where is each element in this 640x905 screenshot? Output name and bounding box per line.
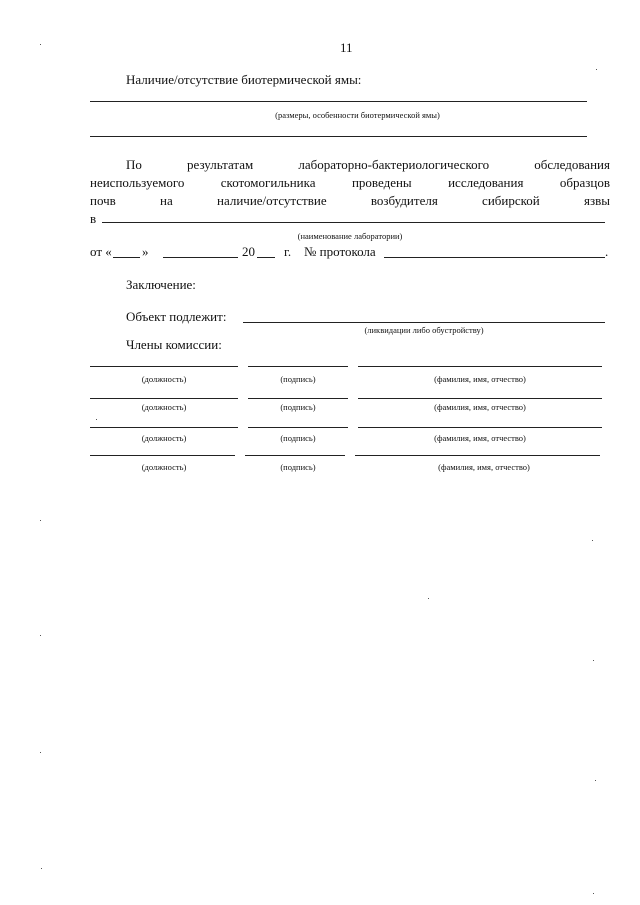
word: на xyxy=(160,193,173,208)
position-line xyxy=(90,366,238,367)
word: неиспользуемого xyxy=(90,175,185,190)
word: проведены xyxy=(351,175,412,190)
signature-line xyxy=(248,366,348,367)
word: возбудителя xyxy=(370,193,438,208)
signature-hint: (подпись) xyxy=(280,374,316,384)
name-line xyxy=(358,427,602,428)
lab-hint: (наименование лаборатории) xyxy=(297,231,403,241)
word: По xyxy=(126,157,142,172)
name-hint: (фамилия, имя, отчество) xyxy=(438,462,530,472)
object-line xyxy=(243,322,605,323)
position-hint: (должность) xyxy=(141,462,187,472)
scan-speck xyxy=(40,44,41,45)
date-from: от « xyxy=(90,244,112,259)
protocol-label: № протокола xyxy=(304,244,376,259)
position-hint: (должность) xyxy=(141,433,187,443)
scan-speck xyxy=(41,868,42,869)
word: результатам xyxy=(187,157,254,172)
scan-speck xyxy=(40,520,41,521)
year-suffix: г. xyxy=(284,244,292,259)
word: почв xyxy=(90,193,116,208)
position-line xyxy=(90,398,238,399)
year-line xyxy=(257,257,275,258)
year-prefix: 20 xyxy=(242,244,255,259)
position-line xyxy=(90,455,235,456)
signature-line xyxy=(248,427,348,428)
commission-title: Члены комиссии: xyxy=(126,337,222,352)
word: наличие/отсутствие xyxy=(217,193,327,208)
word: лабораторно-бактериологического xyxy=(298,157,490,172)
position-hint: (должность) xyxy=(141,374,187,384)
protocol-line xyxy=(384,257,605,258)
conclusion-label: Заключение: xyxy=(126,277,196,292)
paragraph-row-3 xyxy=(90,193,610,209)
biothermal-pit-label: Наличие/отсутствие биотермической ямы: xyxy=(126,72,362,87)
name-hint: (фамилия, имя, отчество) xyxy=(434,402,526,412)
name-line xyxy=(355,455,600,456)
position-line xyxy=(90,427,238,428)
signature-hint: (подпись) xyxy=(280,462,316,472)
page-number: 11 xyxy=(340,40,353,55)
scan-speck xyxy=(595,780,596,781)
lab-line xyxy=(102,222,605,223)
scan-speck xyxy=(428,598,429,599)
scan-speck xyxy=(40,752,41,753)
scan-speck xyxy=(593,660,594,661)
paragraph-row-2 xyxy=(90,175,610,191)
word: обследования xyxy=(534,157,610,172)
object-hint: (ликвидации либо обустройству) xyxy=(364,325,484,335)
word: сибирской xyxy=(482,193,540,208)
name-hint: (фамилия, имя, отчество) xyxy=(434,433,526,443)
biothermal-pit-line-1 xyxy=(90,101,587,102)
name-hint: (фамилия, имя, отчество) xyxy=(434,374,526,384)
word: скотомогильника xyxy=(220,175,316,190)
position-hint: (должность) xyxy=(141,402,187,412)
scan-speck xyxy=(593,893,594,894)
scan-speck xyxy=(40,635,41,636)
biothermal-pit-hint: (размеры, особенности биотермической ямы) xyxy=(275,110,440,120)
word: исследования xyxy=(448,175,524,190)
biothermal-pit-line-2 xyxy=(90,136,587,137)
name-line xyxy=(358,366,602,367)
day-line xyxy=(113,257,140,258)
lab-prefix: в xyxy=(90,211,97,226)
protocol-end-dot: . xyxy=(605,244,609,259)
date-quote-close: » xyxy=(142,244,149,259)
scan-speck xyxy=(592,540,593,541)
name-line xyxy=(358,398,602,399)
paragraph-row-1 xyxy=(126,157,610,173)
scan-speck xyxy=(96,419,97,420)
signature-line xyxy=(248,398,348,399)
signature-hint: (подпись) xyxy=(280,433,316,443)
object-label: Объект подлежит: xyxy=(126,309,227,324)
scan-speck xyxy=(596,69,597,70)
word: образцов xyxy=(559,175,610,190)
signature-hint: (подпись) xyxy=(280,402,316,412)
signature-line xyxy=(245,455,345,456)
word: язвы xyxy=(583,193,610,208)
month-line xyxy=(163,257,238,258)
